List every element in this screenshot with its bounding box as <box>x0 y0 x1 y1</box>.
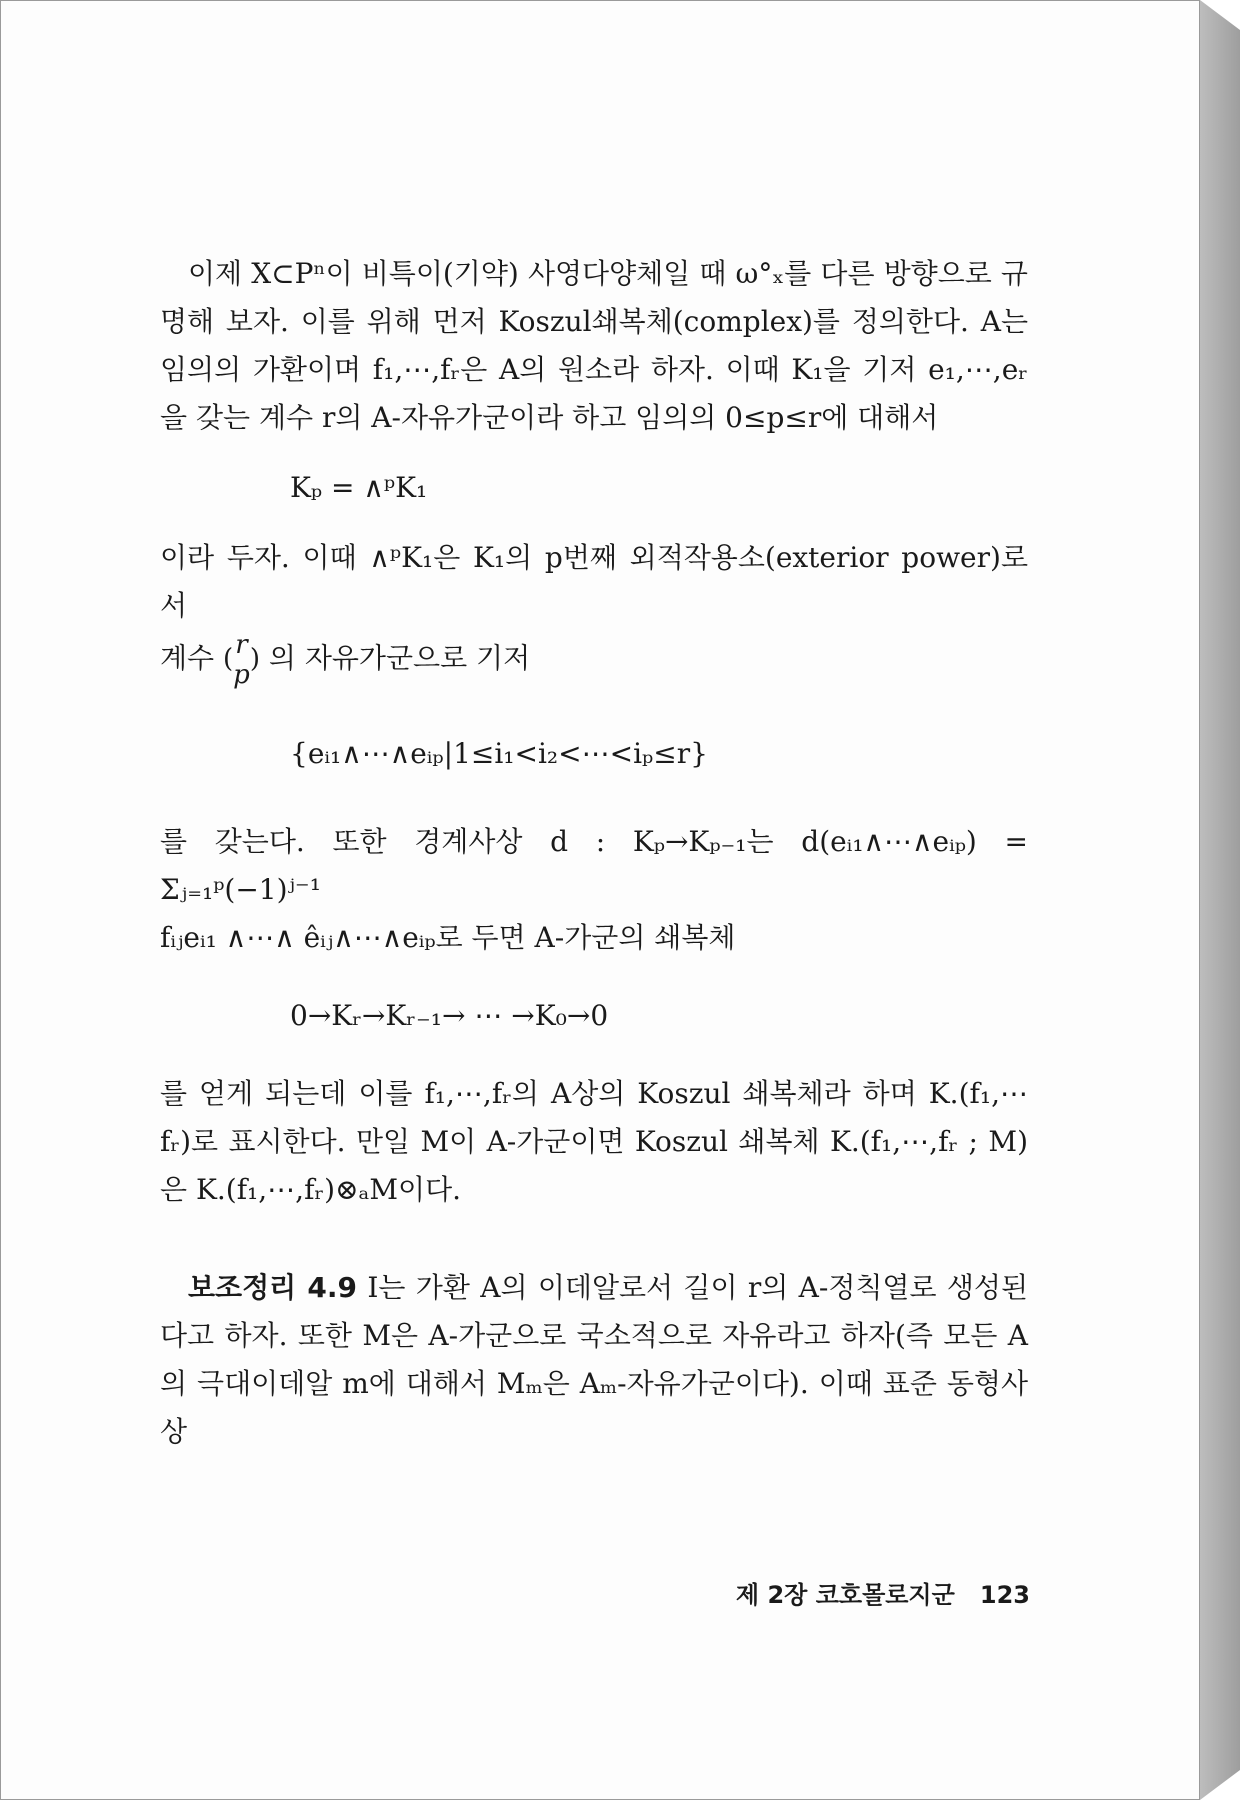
equation-basis: {eᵢ₁∧⋯∧eᵢₚ|1≤i₁<i₂<⋯<iₚ≤r} <box>290 737 708 770</box>
lemma-4-9 <box>160 1264 1028 1456</box>
paragraph-koszul-complex: 를 얻게 되는데 이를 f₁,⋯,fᵣ의 A상의 Koszul 쇄복체라 하며 K.(f₁,⋯fᵣ)로 표시한다. 만일 M이 A-가군이면 Koszul 쇄복체 K.(f₁,⋯,fᵣ ; M)은 K.(f₁,⋯,fᵣ)⊗ₐM이다. <box>160 1077 1028 1206</box>
paragraph-exterior-power: 이라 두자. 이때 ∧ᵖK₁은 K₁의 p번째 외적작용소(exterior power)로서 <box>160 541 1028 622</box>
chapter-title: 제 2장 코호몰로지군 <box>735 1581 955 1609</box>
rank-prefix: 계수 <box>160 641 215 675</box>
paragraph-boundary-map-cont: fᵢⱼeᵢ₁ ∧⋯∧ êᵢⱼ∧⋯∧eᵢₚ로 두면 A-가군의 쇄복체 <box>160 921 736 954</box>
page-edge-shadow <box>1200 0 1240 1800</box>
binom-top: r <box>235 630 248 660</box>
binom-bottom: p <box>233 660 250 690</box>
page-number: 123 <box>979 1581 1030 1609</box>
page-body <box>160 250 1028 1456</box>
rank-suffix: 의 자유가군으로 기저 <box>268 641 531 675</box>
paragraph-boundary-map: 를 갖는다. 또한 경계사상 d : Kₚ→Kₚ₋₁는 d(eᵢ₁∧⋯∧eᵢₚ) = Σⱼ₌₁ᵖ(−1)ʲ⁻¹ <box>160 825 1028 906</box>
page-footer <box>650 1575 1030 1610</box>
spacer <box>160 1214 1028 1264</box>
paragraph-intro: 이제 X⊂Pⁿ이 비특이(기약) 사영다양체일 때 ω°ₓ를 다른 방향으로 규명해 보자. 이를 위해 먼저 Koszul쇄복체(complex)를 정의한다. A는 임의의 가환이며 f₁,⋯,fᵣ은 A의 원소라 하자. 이때 K₁을 기저 e₁,⋯,eᵣ을 갖는 계수 r의 A-자유가군이라 하고 임의의 0≤p≤r에 대해서 <box>160 257 1028 434</box>
paragraph-rank <box>160 630 1028 690</box>
lemma-title: 보조정리 4.9 <box>188 1271 357 1304</box>
binomial-coefficient: ( r p ) <box>223 630 260 690</box>
equation-kp: Kₚ = ∧ᵖK₁ <box>290 471 428 504</box>
equation-complex: 0→Kᵣ→Kᵣ₋₁→ ⋯ →K₀→0 <box>290 999 609 1032</box>
lemma-body: I는 가환 A의 이데알로서 길이 r의 A-정칙열로 생성된다고 하자. 또한 M은 A-가군으로 국소적으로 자유라고 하자(즉 모든 A의 극대이데알 m에 대해서 Mₘ은 Aₘ-자유가군이다). 이때 표준 동형사상 <box>160 1271 1029 1448</box>
